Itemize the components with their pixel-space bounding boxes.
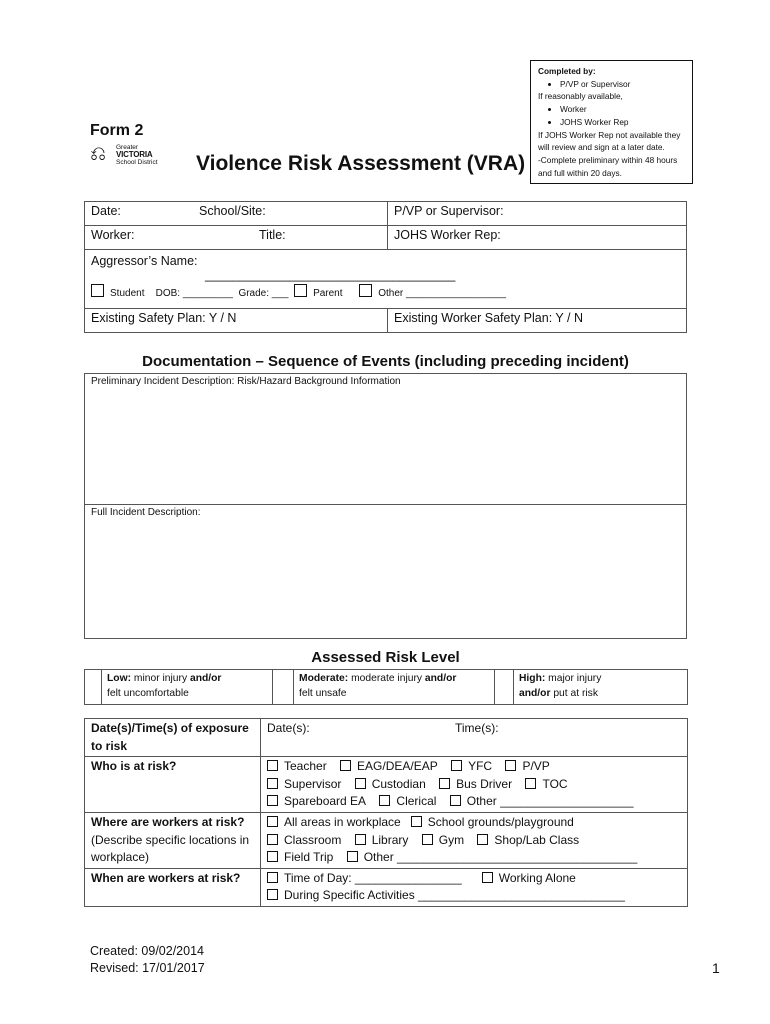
- custodian-checkbox[interactable]: [355, 778, 366, 789]
- when-label: When are workers at risk?: [91, 870, 241, 885]
- parent-label: Parent: [313, 288, 343, 299]
- library-label: Library: [371, 832, 409, 847]
- time-of-day-checkbox[interactable]: [267, 872, 278, 883]
- page-title: Violence Risk Assessment (VRA): [196, 152, 526, 175]
- moderate-text-2: felt unsafe: [299, 688, 347, 699]
- clerical-label: Clerical: [396, 794, 437, 809]
- low-checkbox-cell[interactable]: [85, 670, 102, 705]
- classroom-checkbox[interactable]: [267, 834, 278, 845]
- classroom-label: Classroom: [284, 832, 342, 847]
- high-checkbox-cell[interactable]: [495, 670, 514, 705]
- toc-label: TOC: [542, 776, 568, 791]
- student-label: Student: [110, 288, 145, 299]
- who-options-cell: [261, 757, 688, 813]
- eag-checkbox[interactable]: [340, 760, 351, 771]
- shop-checkbox[interactable]: [477, 834, 488, 845]
- who-label: Who is at risk?: [91, 759, 177, 774]
- other-checkbox[interactable]: [359, 284, 372, 297]
- gym-checkbox[interactable]: [422, 834, 433, 845]
- johs-rep-cell[interactable]: [388, 226, 687, 250]
- created-date: Created: 09/02/2014: [90, 944, 204, 958]
- dates-label: Date(s)/Time(s) of exposure to risk: [91, 721, 249, 753]
- when-options-cell: [261, 868, 688, 906]
- high-text: major injury: [545, 673, 602, 684]
- times-field: Time(s):: [455, 721, 499, 735]
- safety-plan-cell[interactable]: [85, 309, 388, 333]
- moderate-risk-cell: [294, 670, 495, 705]
- grade-field: Grade: ___: [238, 288, 289, 299]
- moderate-andor: and/or: [424, 673, 457, 684]
- preliminary-description-area[interactable]: [85, 374, 686, 504]
- teacher-checkbox[interactable]: [267, 760, 278, 771]
- where-label-cell: [85, 812, 261, 868]
- logo-icon: ⎌: [90, 143, 106, 165]
- date-school-cell[interactable]: [85, 202, 388, 226]
- dob-field: DOB: _________: [155, 288, 233, 299]
- info-table: [84, 201, 687, 333]
- low-label: Low:: [107, 673, 132, 684]
- supervisor-label: Supervisor: [284, 776, 342, 791]
- spareboard-checkbox[interactable]: [267, 795, 278, 806]
- where-other-checkbox[interactable]: [347, 851, 358, 862]
- specific-activities-checkbox[interactable]: [267, 889, 278, 900]
- completed-note-2: -Complete preliminary within 48 hours and full within 20 days.: [538, 154, 678, 178]
- moderate-checkbox-cell[interactable]: [273, 670, 294, 705]
- moderate-text: moderate injury: [348, 673, 425, 684]
- documentation-heading: Documentation – Sequence of Events (including preceding incident): [142, 353, 629, 370]
- completed-by-title: Completed by:: [538, 66, 596, 76]
- page-number: 1: [712, 960, 720, 976]
- aggressor-name-label: Aggressor’s Name:: [91, 254, 198, 268]
- completed-avail-line: If reasonably available,: [538, 91, 623, 102]
- all-areas-checkbox[interactable]: [267, 816, 278, 827]
- all-areas-label: All areas in workplace: [284, 814, 401, 829]
- other-label: Other __________________: [378, 288, 507, 299]
- pvp-supervisor-cell[interactable]: [388, 202, 687, 226]
- high-label: High:: [519, 673, 546, 684]
- completed-item-johs: • JOHS Worker Rep: [560, 116, 685, 129]
- pvp-label: P/VP: [522, 759, 550, 774]
- grounds-checkbox[interactable]: [411, 816, 422, 827]
- completed-item-worker: • Worker: [560, 103, 685, 116]
- safety-plan-label: Existing Safety Plan: Y / N: [91, 311, 237, 325]
- high-risk-cell: [514, 670, 688, 705]
- footer: [90, 943, 205, 977]
- time-of-day-label: Time of Day: ________________: [284, 870, 462, 885]
- library-checkbox[interactable]: [355, 834, 366, 845]
- grounds-label: School grounds/playground: [427, 814, 574, 829]
- logo-line3: School District: [116, 159, 158, 166]
- dates-label-cell: [85, 719, 261, 757]
- date-label: Date:: [91, 204, 121, 218]
- dates-times-cell[interactable]: [261, 719, 688, 757]
- who-other-checkbox[interactable]: [450, 795, 461, 806]
- exposure-table: [84, 718, 688, 907]
- where-label: Where are workers at risk?: [91, 814, 245, 829]
- shop-label: Shop/Lab Class: [494, 832, 580, 847]
- documentation-box: [84, 373, 687, 639]
- field-trip-label: Field Trip: [284, 850, 334, 865]
- where-other-label: Other ____________________________________: [363, 850, 638, 865]
- working-alone-label: Working Alone: [498, 870, 576, 885]
- form-label: Form 2: [90, 122, 144, 139]
- worker-label: Worker:: [91, 228, 135, 242]
- low-risk-cell: [102, 670, 273, 705]
- when-label-cell: [85, 868, 261, 906]
- worker-title-cell[interactable]: [85, 226, 388, 250]
- title-label: Title:: [259, 228, 286, 242]
- specific-activities-label: During Specific Activities _______________________________: [284, 888, 625, 903]
- toc-checkbox[interactable]: [525, 778, 536, 789]
- who-other-label: Other ____________________: [466, 794, 634, 809]
- yfc-label: YFC: [468, 759, 493, 774]
- preliminary-description-label: Preliminary Incident Description: Risk/Hazard Background Information: [91, 376, 401, 387]
- aggressor-name-line: ____________________________________: [205, 268, 456, 282]
- worker-safety-plan-label: Existing Worker Safety Plan: Y / N: [394, 311, 583, 325]
- worker-safety-plan-cell[interactable]: [388, 309, 687, 333]
- pvp-checkbox[interactable]: [505, 760, 516, 771]
- high-andor: and/or: [519, 688, 551, 699]
- bus-driver-label: Bus Driver: [456, 776, 513, 791]
- school-district-logo: [90, 144, 160, 172]
- full-description-label: Full Incident Description:: [91, 507, 201, 518]
- aggressor-cell[interactable]: [85, 250, 687, 309]
- logo-line1: Greater: [116, 144, 139, 151]
- revised-date: Revised: 17/01/2017: [90, 961, 205, 975]
- high-text-2: put at risk: [550, 688, 598, 699]
- supervisor-checkbox[interactable]: [267, 778, 278, 789]
- spareboard-label: Spareboard EA: [284, 794, 367, 809]
- moderate-label: Moderate:: [299, 673, 349, 684]
- parent-checkbox[interactable]: [294, 284, 307, 297]
- low-text-2: felt uncomfortable: [107, 688, 189, 699]
- custodian-label: Custodian: [371, 776, 426, 791]
- completed-by-box: [530, 60, 693, 184]
- full-description-area[interactable]: [85, 505, 686, 639]
- gym-label: Gym: [438, 832, 465, 847]
- where-sub-label: (Describe specific locations in workplace): [91, 832, 250, 865]
- risk-level-table: [84, 669, 688, 705]
- pvp-supervisor-label: P/VP or Supervisor:: [394, 204, 504, 218]
- yfc-checkbox[interactable]: [451, 760, 462, 771]
- dates-field: Date(s):: [267, 721, 310, 735]
- low-andor: and/or: [189, 673, 222, 684]
- school-site-label: School/Site:: [199, 204, 266, 218]
- eag-label: EAG/DEA/EAP: [357, 759, 438, 774]
- johs-rep-label: JOHS Worker Rep:: [394, 228, 501, 242]
- completed-item-pvp: • P/VP or Supervisor: [560, 78, 685, 91]
- bus-driver-checkbox[interactable]: [439, 778, 450, 789]
- who-label-cell: [85, 757, 261, 813]
- working-alone-checkbox[interactable]: [482, 872, 493, 883]
- teacher-label: Teacher: [284, 759, 327, 774]
- low-text: minor injury: [131, 673, 190, 684]
- risk-level-heading: Assessed Risk Level: [311, 649, 460, 666]
- student-checkbox[interactable]: [91, 284, 104, 297]
- completed-note-1: If JOHS Worker Rep not available they will review and sign at a later date.: [538, 129, 681, 153]
- field-trip-checkbox[interactable]: [267, 851, 278, 862]
- where-options-cell: [261, 812, 688, 868]
- logo-line2: VICTORIA: [116, 150, 153, 159]
- clerical-checkbox[interactable]: [379, 795, 390, 806]
